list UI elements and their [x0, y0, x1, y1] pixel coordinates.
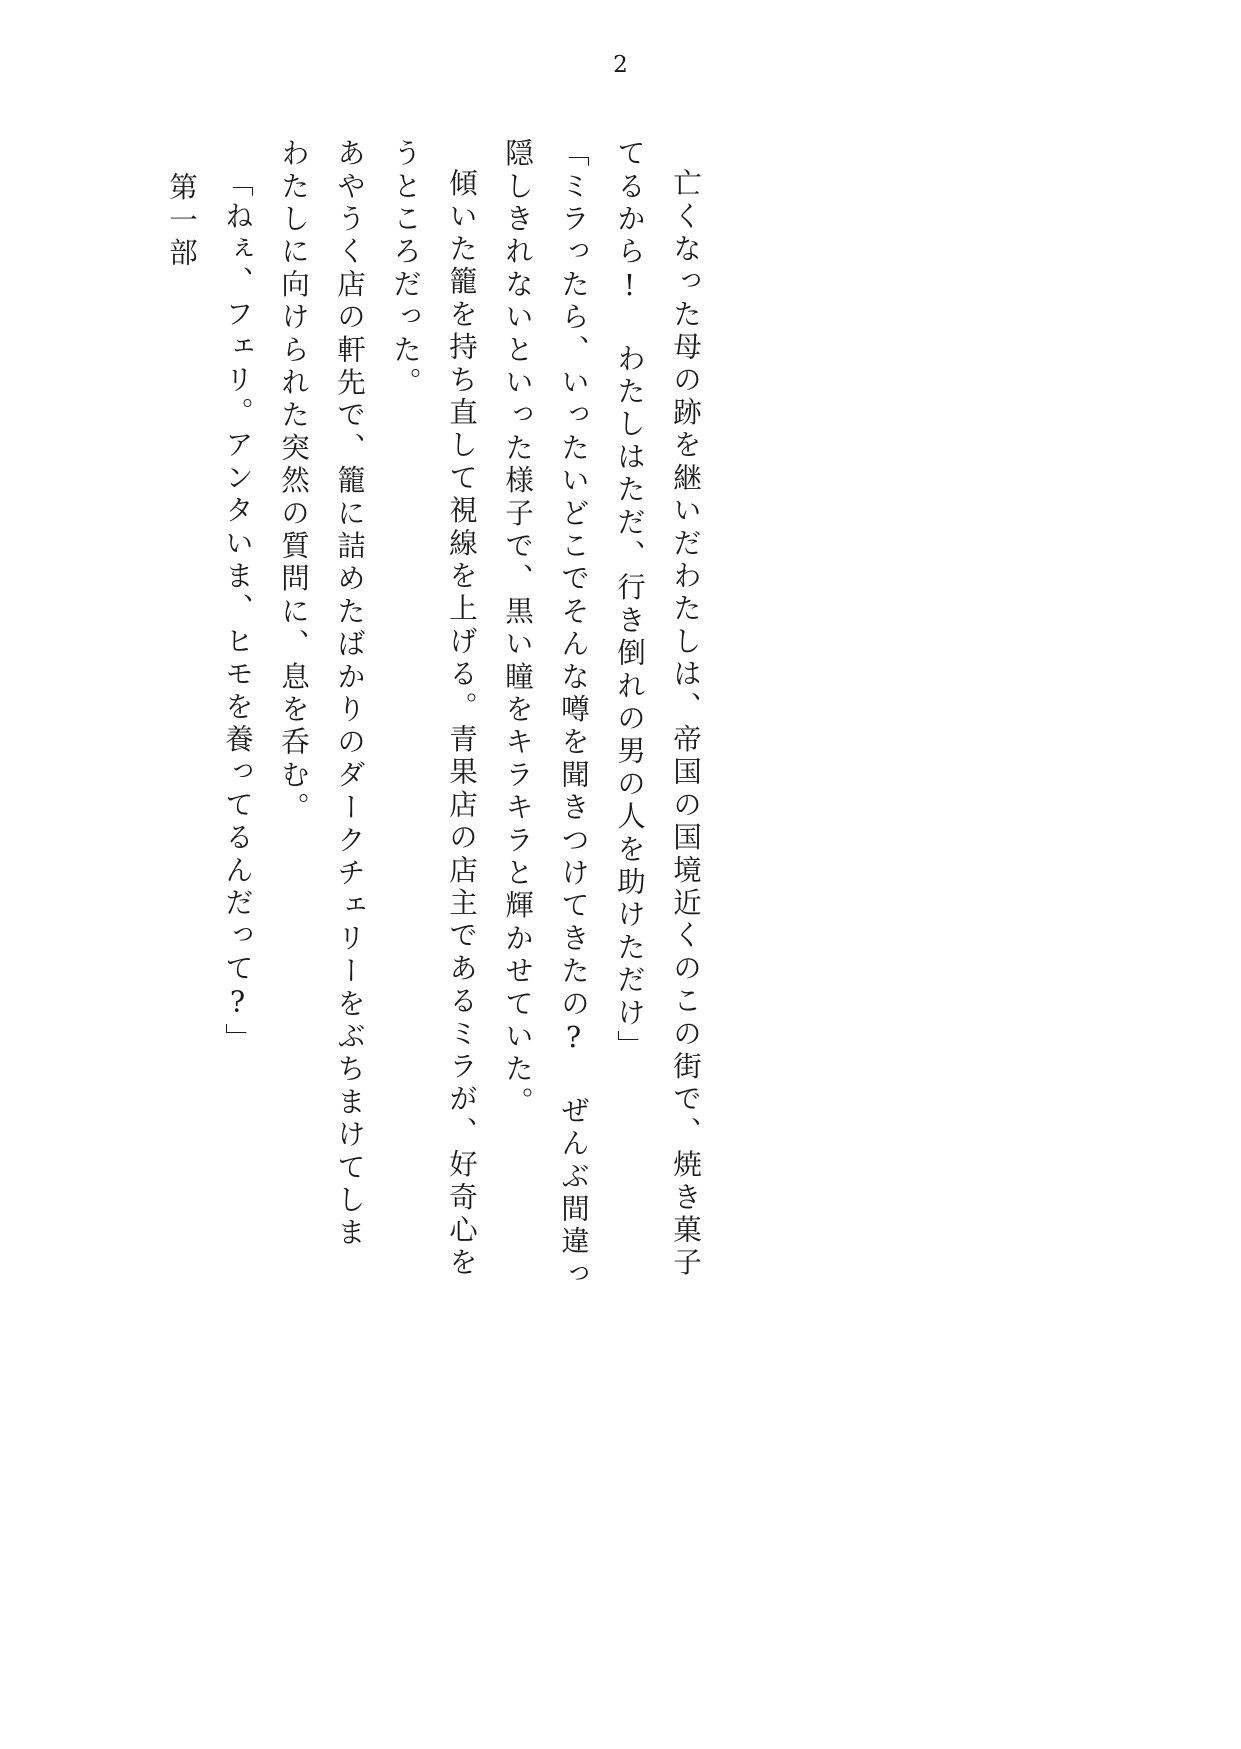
text-column-3: あやうく店の軒先で、籠に詰めたばかりのダークチェリーをぶちまけてしま	[333, 138, 366, 1250]
text-column-4: うところだった。	[389, 138, 422, 400]
text-column-8: てるから! わたしはただ、行き倒れの男の人を助けただけ」	[613, 138, 646, 1063]
text-column-7: 「ミラったら、いったいどこでそんな噂を聞きつけてきたの? ぜんぶ間違っ	[557, 138, 590, 1292]
text-column-6: 隠しきれないといった様子で、黒い瞳をキラキラと輝かせていた。	[501, 138, 534, 1119]
page-number: 2	[613, 52, 628, 78]
text-column-2: わたしに向けられた突然の質問に、息を呑む。	[277, 138, 310, 825]
text-column-5: 傾いた籠を持ち直して視線を上げる。青果店の店主であるミラが、好奇心を	[445, 168, 478, 1280]
section-heading: 第一部	[165, 172, 198, 271]
text-column-9: 亡くなった母の跡を継いだわたしは、帝国の国境近くのこの街で、焼き菓子	[669, 168, 702, 1280]
vertical-text-body	[135, 138, 1145, 1548]
text-column-1: 「ねぇ、フェリ。アンタいま、ヒモを養ってるんだって?」	[221, 168, 254, 1056]
